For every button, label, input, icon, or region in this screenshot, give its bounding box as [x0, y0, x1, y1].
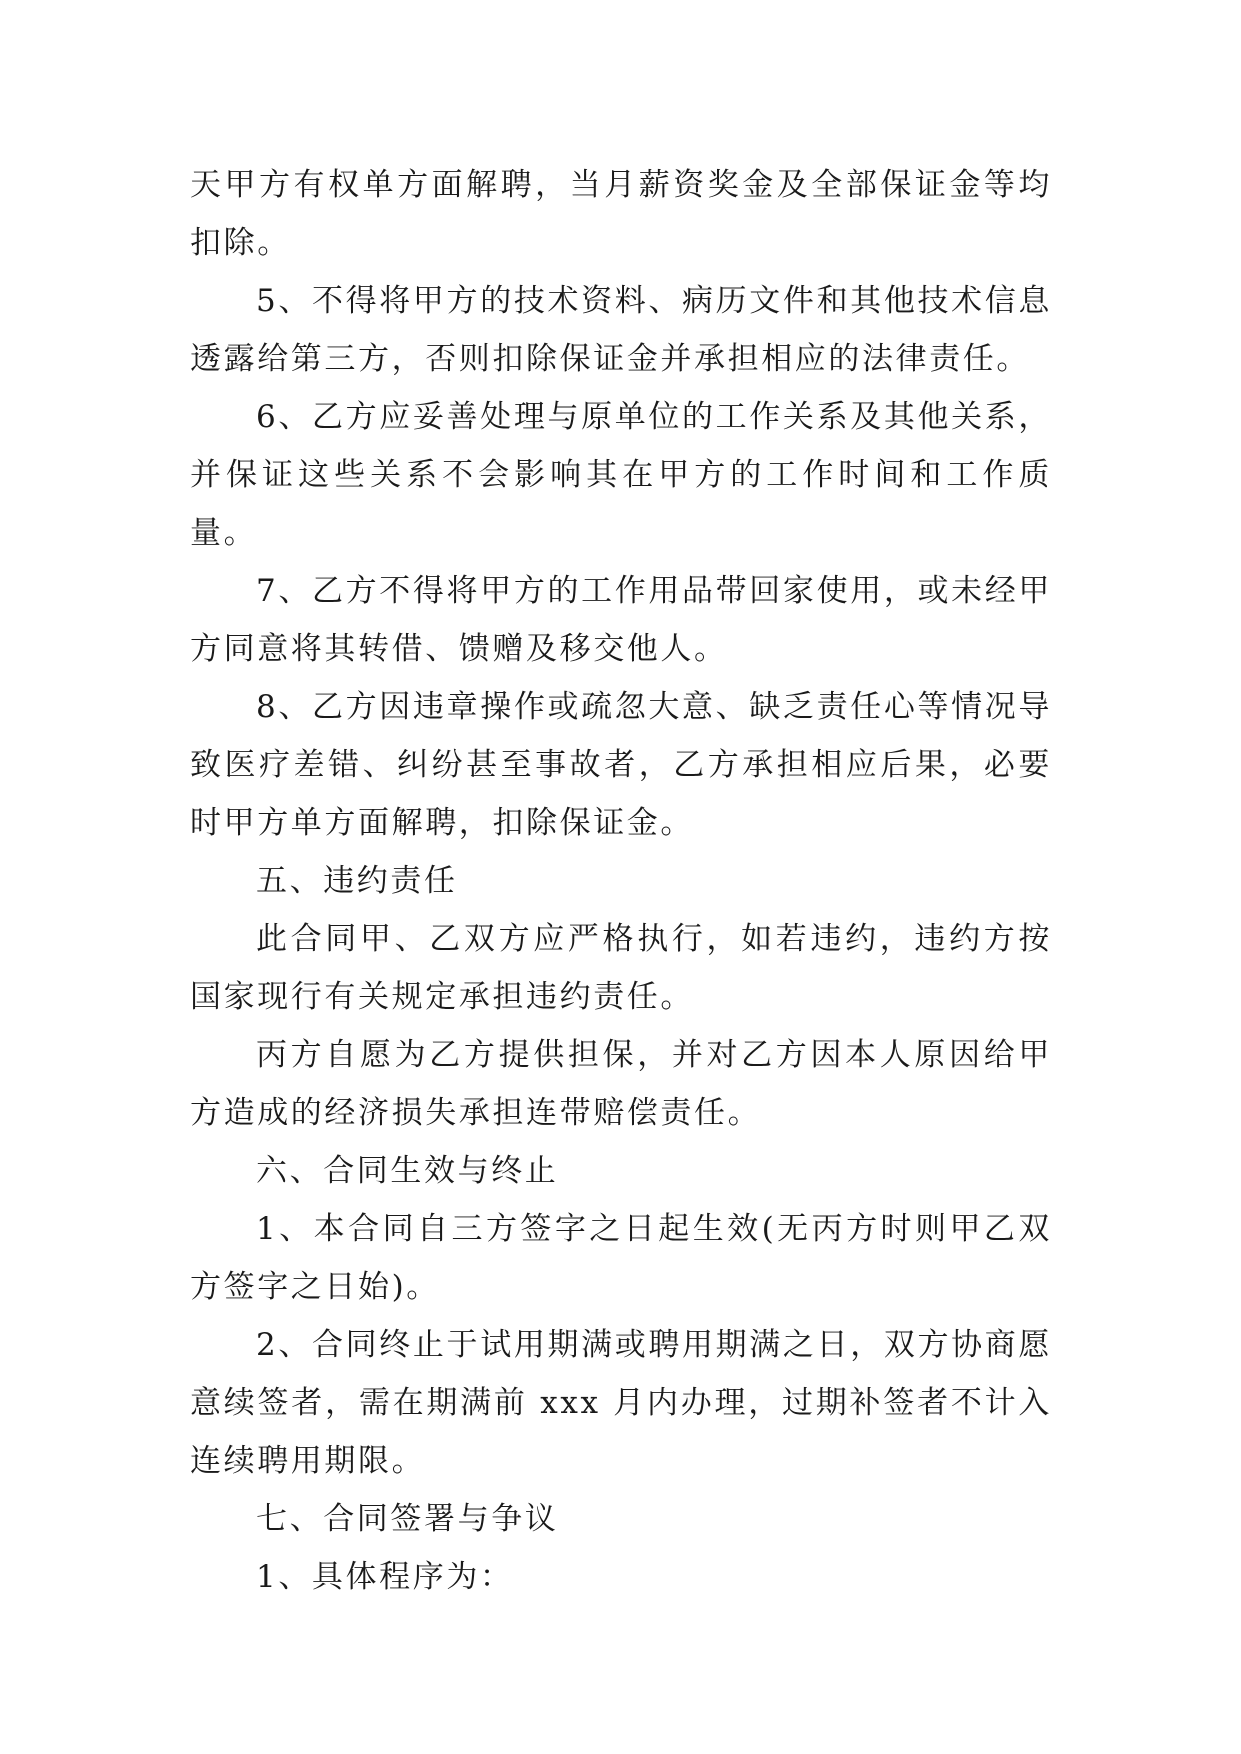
clause-5: 5、不得将甲方的技术资料、病历文件和其他技术信息透露给第三方，否则扣除保证金并承担相应的法律责任。 [190, 283, 1052, 377]
section-heading-signing-dispute: 七、合同签署与争议 [256, 1501, 559, 1537]
breach-paragraph-1: 此合同甲、乙双方应严格执行，如若违约，违约方按国家现行有关规定承担违约责任。 [190, 921, 1052, 1015]
breach-paragraph-2: 丙方自愿为乙方提供担保，并对乙方因本人原因给甲方造成的经济损失承担连带赔偿责任。 [190, 1037, 1052, 1131]
document-body [190, 156, 1052, 1606]
effect-clause-2: 2、合同终止于试用期满或聘用期满之日，双方协商愿意续签者，需在期满前 xxx 月内办理，过期补签者不计入连续聘用期限。 [190, 1327, 1052, 1479]
effect-clause-1: 1、本合同自三方签字之日起生效(无丙方时则甲乙双方签字之日始)。 [190, 1211, 1052, 1305]
section-heading-breach: 五、违约责任 [256, 863, 458, 899]
signing-clause-1: 1、具体程序为： [256, 1559, 514, 1595]
paragraph-continuation: 天甲方有权单方面解聘，当月薪资奖金及全部保证金等均扣除。 [190, 167, 1052, 261]
section-heading-effect-termination: 六、合同生效与终止 [256, 1153, 559, 1189]
clause-7: 7、乙方不得将甲方的工作用品带回家使用，或未经甲方同意将其转借、馈赠及移交他人。 [190, 573, 1052, 667]
clause-6: 6、乙方应妥善处理与原单位的工作关系及其他关系，并保证这些关系不会影响其在甲方的工作时间和工作质量。 [190, 399, 1052, 551]
clause-8: 8、乙方因违章操作或疏忽大意、缺乏责任心等情况导致医疗差错、纠纷甚至事故者，乙方承担相应后果，必要时甲方单方面解聘，扣除保证金。 [190, 689, 1052, 841]
